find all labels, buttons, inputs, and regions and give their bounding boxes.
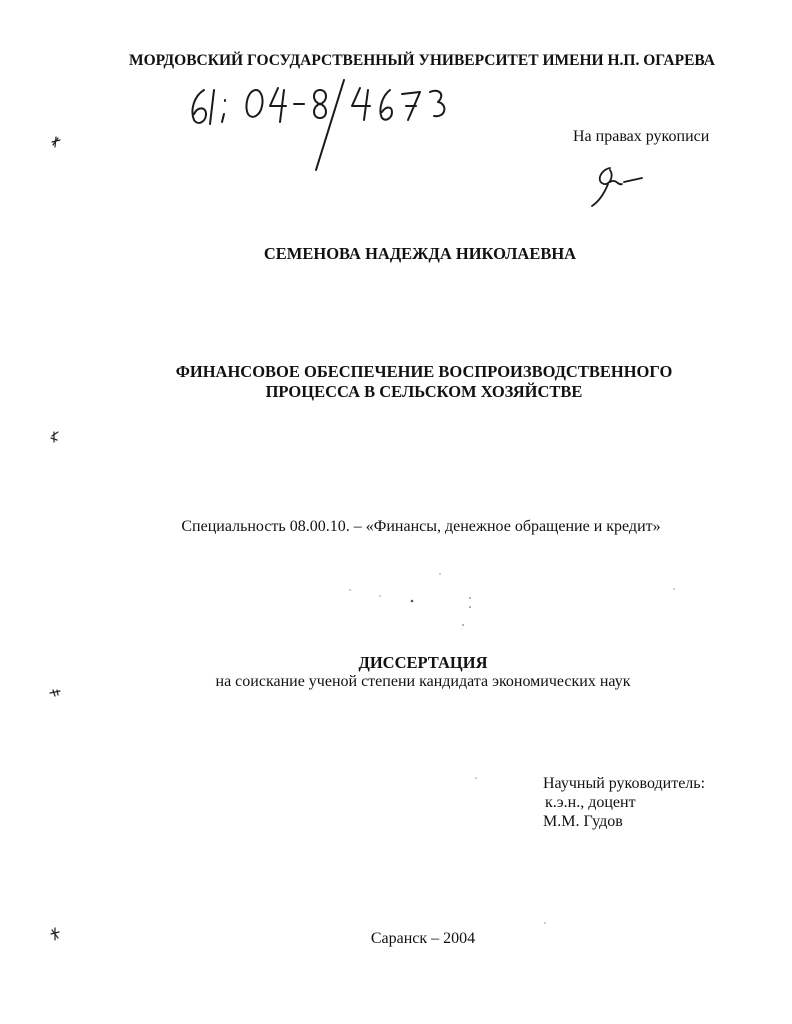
margin-mark-2 xyxy=(51,432,58,442)
supervisor-degree: к.э.н., доцент xyxy=(545,794,636,811)
dissertation-title-line2: ПРОЦЕССА В СЕЛЬСКОМ ХОЗЯЙСТВЕ xyxy=(265,382,583,401)
dissertation-heading: ДИССЕРТАЦИЯ xyxy=(358,653,488,672)
university-name: МОРДОВСКИЙ ГОСУДАРСТВЕННЫЙ УНИВЕРСИТЕТ ИМЕНИ Н.П. ОГАРЕВА xyxy=(129,52,715,69)
margin-mark-4 xyxy=(51,928,59,940)
dissertation-subtitle: на соискание ученой степени кандидата экономических наук xyxy=(215,673,631,690)
manuscript-rights-label: На правах рукописи xyxy=(573,128,710,145)
supervisor-label: Научный руководитель: xyxy=(543,775,706,792)
supervisor-name: М.М. Гудов xyxy=(543,813,623,830)
margin-mark-3 xyxy=(50,690,60,696)
scan-specks xyxy=(349,573,674,923)
specialty-line: Специальность 08.00.10. – «Финансы, денежное обращение и кредит» xyxy=(181,518,661,535)
dissertation-title-line1: ФИНАНСОВОЕ ОБЕСПЕЧЕНИЕ ВОСПРОИЗВОДСТВЕННОГО xyxy=(175,362,673,381)
author-name: СЕМЕНОВА НАДЕЖДА НИКОЛАЕВНА xyxy=(263,244,577,263)
city-year: Саранск – 2004 xyxy=(370,930,476,947)
margin-mark-1 xyxy=(52,137,60,147)
